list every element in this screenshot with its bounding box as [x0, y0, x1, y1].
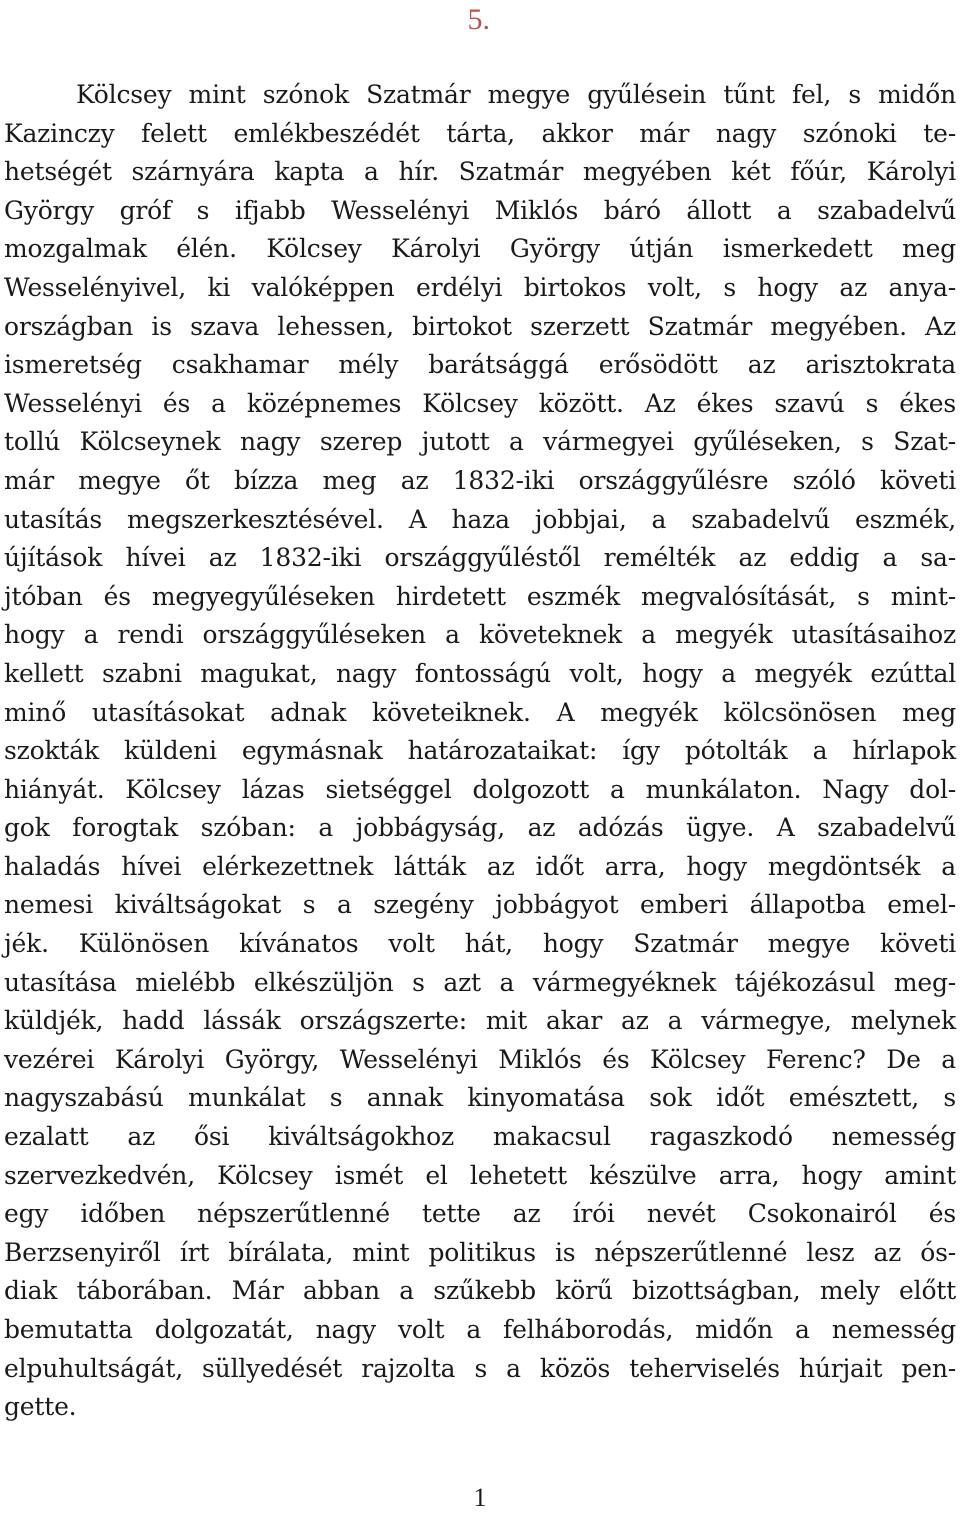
text-line: nemesi kiváltságokat s a szegény jobbágyot emberi állapotba emel- [4, 890, 956, 920]
text-line: tollú Kölcseynek nagy szerep jutott a vármegyei gyűléseken, s Szat- [4, 427, 956, 457]
text-line: nagyszabású munkálat s annak kinyomatása sok időt emésztett, s [4, 1083, 956, 1113]
text-line: utasítása mielébb elkészüljön s azt a vármegyéknek tájékozásul meg- [4, 967, 956, 997]
body-paragraph [4, 76, 956, 1427]
text-line: gette. [4, 1392, 77, 1422]
text-line: gok forogtak szóban: a jobbágyság, az adózás ügye. A szabadelvű [4, 813, 956, 843]
text-line: utasítás megszerkesztésével. A haza jobbjai, a szabadelvű eszmék, [4, 504, 956, 534]
text-line: Kazinczy felett emlékbeszédét tárta, akkor már nagy szónoki te- [4, 118, 956, 148]
chapter-number: 5. [467, 3, 490, 36]
text-line: már megye őt bízza meg az 1832-iki országgyűlésre szóló követi [4, 465, 956, 495]
text-line: szokták küldeni egymásnak határozataikat: így pótolták a hírlapok [4, 736, 956, 766]
text-line: minő utasításokat adnak követeiknek. A megyék kölcsönösen meg [4, 697, 956, 727]
text-line: jtóban és megyegyűléseken hirdetett eszmék megvalósítását, s mint- [4, 581, 956, 611]
text-line: bemutatta dolgozatát, nagy volt a felháborodás, midőn a nemesség [4, 1315, 956, 1344]
text-line: ismeretség csakhamar mély barátsággá erősödött az arisztokrata [4, 350, 956, 380]
text-line: jék. Különösen kívánatos volt hát, hogy Szatmár megye követi [4, 929, 956, 959]
text-line: egy időben népszerűtlenné tette az írói nevét Csokonairól és [4, 1199, 956, 1229]
text-line: újítások hívei az 1832-iki országgyűléstől remélték az eddig a sa- [4, 543, 956, 573]
text-line: ezalatt az ősi kiváltságokhoz makacsul ragaszkodó nemesség [4, 1122, 956, 1152]
text-line: kellett szabni magukat, nagy fontosságú volt, hogy a megyék ezúttal [4, 658, 956, 688]
text-line: mozgalmak élén. Kölcsey Károlyi György útján ismerkedett meg [4, 234, 956, 264]
text-line: György gróf s ifjabb Wesselényi Miklós báró állott a szabadelvű [4, 195, 956, 225]
page-body [4, 76, 956, 1427]
text-line: Wesselényivel, ki valóképpen erdélyi birtokos volt, s hogy az anya- [4, 272, 956, 302]
text-line: szervezkedvén, Kölcsey ismét el lehetett készülve arra, hogy amint [4, 1160, 956, 1190]
text-line: vezérei Károlyi György, Wesselényi Miklós és Kölcsey Ferenc? De a [4, 1044, 956, 1074]
text-line: küldjék, hadd lássák országszerte: mit akar az a vármegye, melynek [4, 1006, 956, 1036]
text-line: hetségét szárnyára kapta a hír. Szatmár megyében két főúr, Károlyi [4, 157, 956, 187]
text-line: Berzsenyiről írt bírálata, mint politikus is népszerűtlenné lesz az ós- [4, 1237, 956, 1267]
text-line: hiányát. Kölcsey lázas sietséggel dolgozott a munkálaton. Nagy dol- [4, 774, 956, 804]
text-line: Wesselényi és a középnemes Kölcsey között. Az ékes szavú s ékes [4, 388, 956, 418]
text-line: diak táborában. Már abban a szűkebb körű bizottságban, mely előtt [4, 1276, 956, 1306]
text-line: elpuhultságát, süllyedését rajzolta s a közös teherviselés húrjait pen- [4, 1353, 956, 1383]
text-line: haladás hívei elérkezettnek látták az időt arra, hogy megdöntsék a [4, 851, 956, 881]
text-line: hogy a rendi országgyűléseken a követeknek a megyék utasításaihoz [4, 620, 956, 650]
page-number: 1 [473, 1483, 487, 1512]
text-line: országban is szava lehessen, birtokot szerzett Szatmár megyében. Az [4, 311, 956, 341]
text-line: Kölcsey mint szónok Szatmár megye gyűlésein tűnt fel, s midőn [76, 80, 956, 109]
